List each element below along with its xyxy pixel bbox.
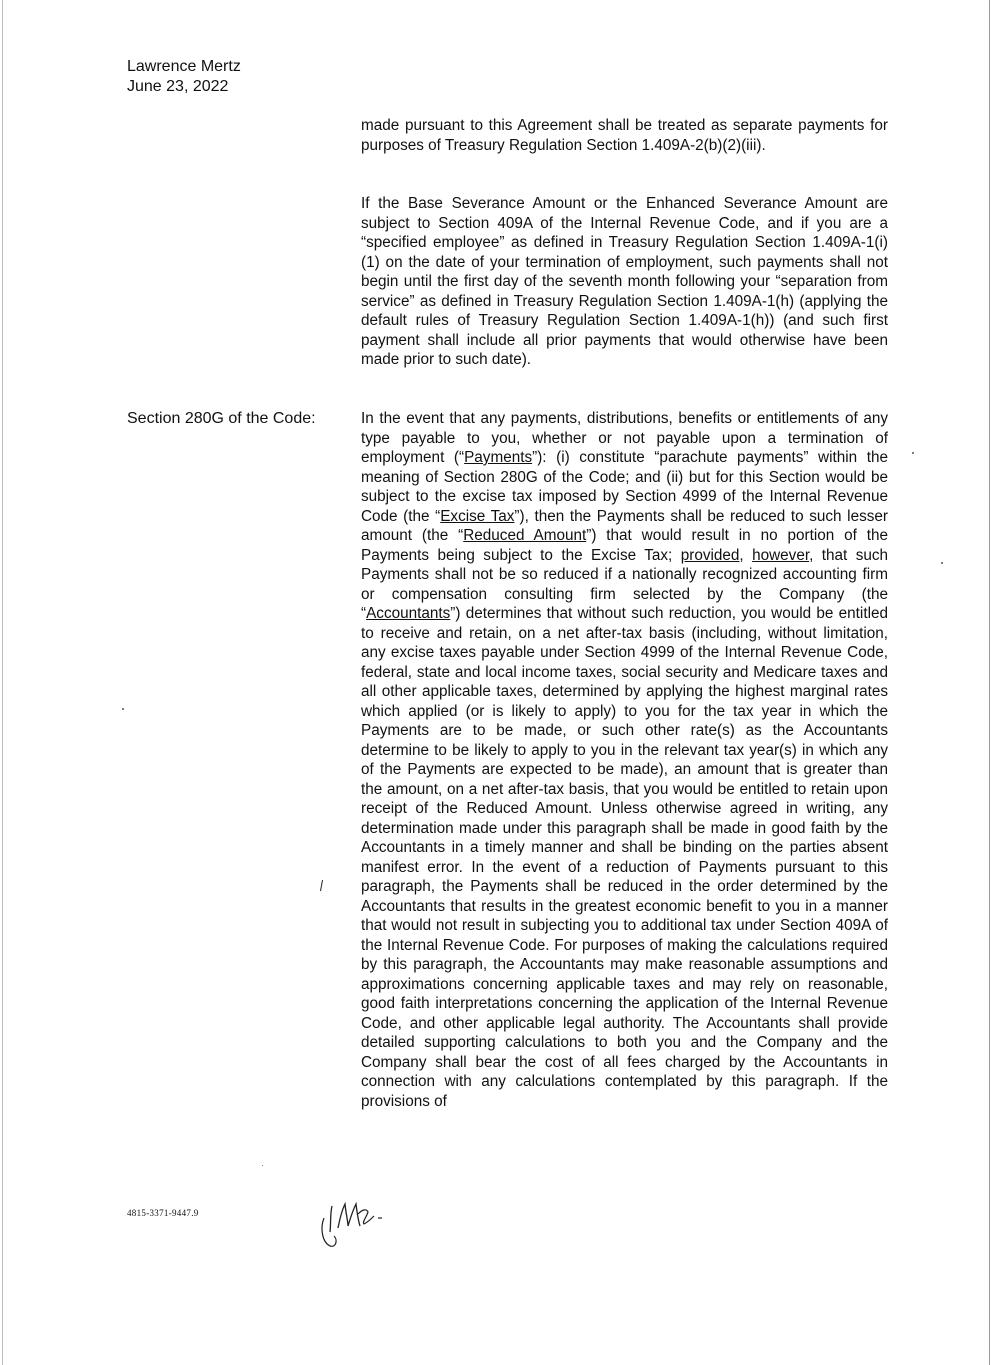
text-run: In the event that any payments, distributions, benefits or entitlements of any type payable to you, whether or not payable upon a termination of employment (“ <box>361 410 888 466</box>
document-id: 4815-3371-9447.9 <box>127 1208 199 1218</box>
continuation-paragraph: made pursuant to this Agreement shall be treated as separate payments for purposes of Treasury Regulation Section 1.409A-2(b)(2)(iii). <box>361 117 888 154</box>
text-run: , that such Payments shall not be so reduced if a nationally recognized accounting firm or compensation consulting firm selected by the Company (the “ <box>361 546 889 622</box>
term-provided: provided <box>680 546 740 564</box>
specified-employee-paragraph: If the Base Severance Amount or the Enhanced Severance Amount are subject to Section 409A of the Internal Revenue Code, and if you are a “specified employee” as defined in Treasury Regulation Section 1.409A-1(i)(1) on the date of your termination of employment, such payments shall not begin until the first day of the seventh month following your “separation from service” as defined in Treasury Regulation Section 1.409A-1(h) (applying the default rules of Treasury Regulation Section 1.409A-1(h)) (and such first payment shall include all prior payments that would otherwise have been made prior to such date). <box>361 195 888 368</box>
scan-edge-right <box>989 0 990 1365</box>
term-however: however <box>752 546 810 564</box>
letter-date: June 23, 2022 <box>127 77 229 95</box>
text-run: ”): (i) constitute “parachute payments” within the meaning of Section 280G of the Code; and (ii) but for this Section would be subject to the excise tax imposed by Section 4999 of the Internal Revenue Code (the “ <box>361 449 888 525</box>
text-run: ”) determines that without such reduction, you would be entitled to receive and retain, on a net after-tax basis (including, without limitation, any excise taxes payable under Section 4999 of the Internal Revenue Code, federal, state and local income taxes, social security and Medicare taxes and all other applicable taxes, determined by applying the highest marginal rates which applied (or is likely to apply) to you for the tax year in which the Payments are to be made, or such other rate(s) as the Accountants determine to be likely to apply to you in the relevant tax year(s) in which any of the Payments are expected to be made), an amount that is greater than the amount, on a net after-tax basis, that you would be entitled to retain upon receipt of the Reduced Amount. Unless otherwise agreed in writing, any determination made under this paragraph shall be made in good faith by the Accountants in a timely manner and shall be binding on the parties absent manifest error. In the event of a reduction of Payments pursuant to this paragraph, the Payments shall be reduced in the order determined by the Accountants that results in the greatest economic benefit to you in a manner that would not result in subjecting you to additional tax under Section 409A of the Internal Revenue Code. For purposes of making the calculations required by this paragraph, the Accountants may make reasonable assumptions and approximations concerning applicable taxes and may rely on reasonable, good faith interpretations concerning the application of the Internal Revenue Code, and other applicable legal authority. The Accountants shall provide detailed supporting calculations to both you and the Company and the Company shall bear the cost of all fees charged by the Accountants in connection with any calculations contemplated by this paragraph. If the provisions of <box>361 605 888 1110</box>
defined-term-excise-tax: Excise Tax <box>440 507 515 525</box>
recipient-name: Lawrence Mertz <box>127 58 241 75</box>
handwritten-initials <box>318 1196 388 1254</box>
defined-term-reduced-amount: Reduced Amount <box>463 527 587 544</box>
defined-term-accountants: Accountants <box>366 605 451 622</box>
defined-term-payments: Payments <box>464 449 533 466</box>
scan-speck <box>262 1165 263 1166</box>
stray-mark <box>320 880 323 891</box>
scan-edge-left <box>2 0 3 1365</box>
text-run: ”) that would result in no portion of the Payments being subject to the Excise Tax; <box>361 527 888 564</box>
text-run: , <box>739 546 753 564</box>
text-run: ”), then the Payments shall be reduced to such lesser amount (the “ <box>361 507 888 544</box>
letter-header <box>127 57 241 96</box>
scan-speck <box>122 708 124 710</box>
scan-speck <box>912 452 914 454</box>
section-280g-paragraph <box>361 409 888 1111</box>
section-280g-label: Section 280G of the Code: <box>127 410 316 427</box>
scan-speck <box>941 562 943 564</box>
